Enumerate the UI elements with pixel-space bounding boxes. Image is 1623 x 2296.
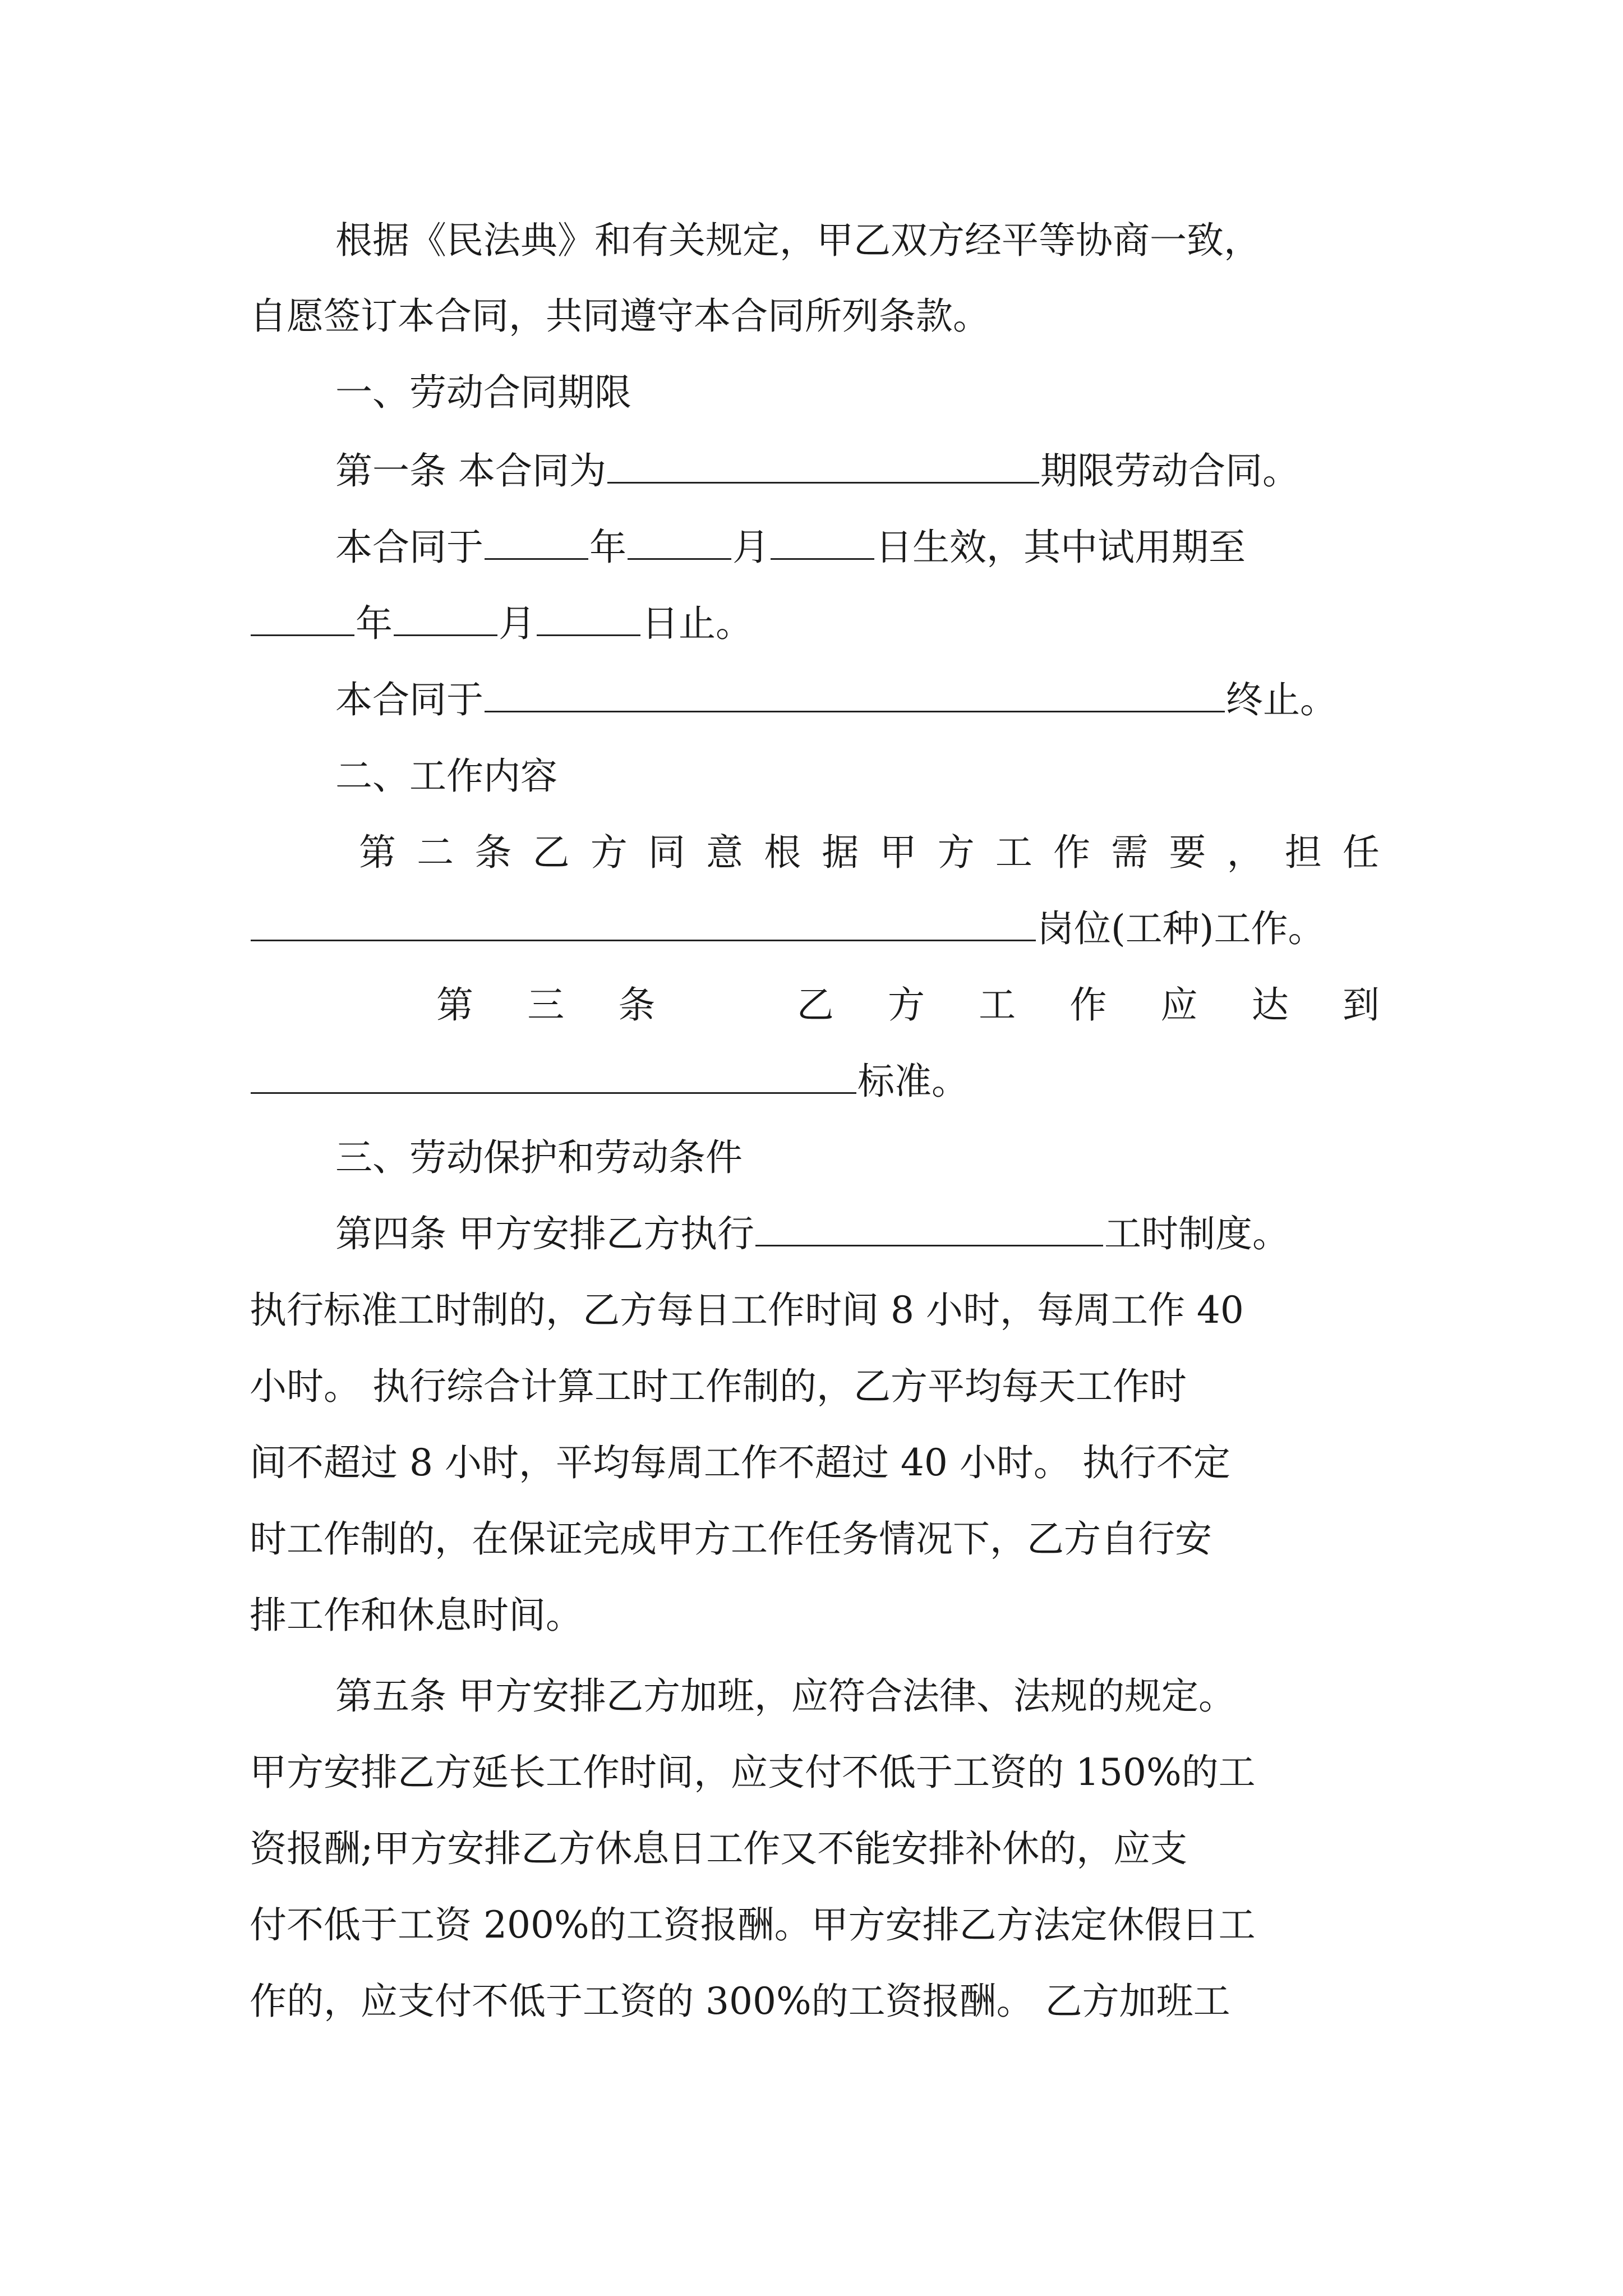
article-1-text: 第一条 本合同为 (335, 449, 606, 493)
article-2-char: 二 (417, 831, 454, 874)
article-2-char: 工 (995, 831, 1032, 874)
year-label: 年 (356, 602, 393, 645)
article-2-char: 方 (590, 831, 628, 874)
article-3-char: 方 (887, 983, 925, 1027)
section-heading-term: 一、劳动合同期限 (335, 371, 631, 414)
effective-month-blank[interactable] (628, 519, 731, 560)
article-3-char: 到 (1342, 983, 1380, 1027)
preamble-line-2: 自愿签订本合同，共同遵守本合同所列条款。 (250, 295, 990, 338)
article-2-line-2 (250, 898, 1380, 960)
article-4-line-4: 间不超过 8 小时，平均每周工作不超过 40 小时。 执行不定 (250, 1441, 1230, 1484)
article-3-char: 乙 (796, 983, 834, 1027)
article-2-char: 作 (1053, 831, 1091, 874)
standard-blank[interactable] (251, 1053, 856, 1094)
probation-year-blank[interactable] (251, 595, 354, 636)
termination-text: 本合同于 (335, 678, 483, 721)
article-2-char: 据 (822, 831, 859, 874)
article-2-char: 方 (937, 831, 975, 874)
article-4-line-2: 执行标准工时制的，乙方每日工作时间 8 小时，每周工作 40 (250, 1289, 1244, 1332)
article-1-line (335, 440, 1465, 502)
article-3-char: 条 (618, 983, 656, 1027)
effective-text: 本合同于 (335, 526, 483, 569)
position-blank[interactable] (251, 900, 1036, 941)
article-4-line-3: 小时。 执行综合计算工时工作制的，乙方平均每天工作时 (250, 1365, 1187, 1408)
article-4-tail: 工时制度。 (1104, 1212, 1289, 1255)
article-2-char: 条 (474, 831, 512, 874)
contract-type-blank[interactable] (607, 443, 1039, 484)
effective-year-blank[interactable] (485, 519, 588, 560)
article-4-line-6: 排工作和休息时间。 (250, 1594, 583, 1637)
section-heading-labor-protection: 三、劳动保护和劳动条件 (335, 1136, 743, 1179)
article-3-char: 工 (979, 983, 1016, 1027)
effective-date-line (335, 517, 1465, 578)
article-2-char: 担 (1284, 831, 1322, 874)
preamble-line-1: 根据《民法典》和有关规定，甲乙双方经平等协商一致， (335, 219, 1261, 262)
article-2-char: 要 (1169, 831, 1206, 874)
month-label: 月 (732, 526, 769, 569)
article-5-line-1: 第五条 甲方安排乙方加班，应符合法律、法规的规定。 (335, 1674, 1235, 1718)
article-4-text: 第四条 甲方安排乙方执行 (335, 1212, 754, 1255)
termination-blank[interactable] (485, 671, 1225, 712)
article-2-char: 同 (648, 831, 685, 874)
article-4-line-5: 时工作制的，在保证完成甲方工作任务情况下，乙方自行安 (250, 1517, 1212, 1561)
article-2-char: 任 (1342, 831, 1380, 874)
article-2-tail: 岗位(工种)工作。 (1037, 907, 1325, 950)
termination-tail: 终止。 (1226, 678, 1337, 721)
article-2-char: 乙 (532, 831, 570, 874)
probation-date-line (250, 593, 1380, 655)
article-5-line-4: 付不低于工资 200%的工资报酬。甲方安排乙方法定休假日工 (250, 1903, 1256, 1947)
article-3-tail: 标准。 (857, 1060, 969, 1103)
article-3-line-2 (250, 1051, 1380, 1112)
article-2-char: 甲 (879, 831, 917, 874)
article-3-char: 应 (1160, 983, 1198, 1027)
probation-tail: 日止。 (642, 602, 753, 645)
article-3-char: 作 (1069, 983, 1107, 1027)
article-5-line-5: 作的，应支付不低于工资的 300%的工资报酬。 乙方加班工 (250, 1980, 1230, 2023)
termination-line (335, 669, 1465, 731)
article-3-line-1 (436, 974, 1380, 1036)
article-3-char: 三 (527, 983, 565, 1027)
article-2-char: 意 (706, 831, 744, 874)
probation-day-blank[interactable] (537, 595, 640, 636)
article-3-char: 第 (436, 983, 473, 1027)
effective-tail: 日生效，其中试用期至 (875, 526, 1246, 569)
article-2-line-1 (359, 822, 1380, 884)
year-label: 年 (589, 526, 626, 569)
article-2-char: 根 (764, 831, 801, 874)
section-heading-work-content: 二、工作内容 (335, 754, 557, 798)
article-3-char: 达 (1251, 983, 1289, 1027)
article-5-line-2: 甲方安排乙方延长工作时间，应支付不低于工资的 150%的工 (250, 1751, 1256, 1794)
probation-month-blank[interactable] (394, 595, 497, 636)
article-5-line-3: 资报酬;甲方安排乙方休息日工作又不能安排补休的，应支 (250, 1827, 1188, 1870)
effective-day-blank[interactable] (771, 519, 874, 560)
article-4-line-1 (335, 1203, 1465, 1265)
article-2-char: ， (1227, 831, 1264, 874)
article-1-tail: 期限劳动合同。 (1040, 449, 1299, 493)
month-label: 月 (499, 602, 536, 645)
article-2-char: 需 (1111, 831, 1149, 874)
article-2-char: 第 (359, 831, 396, 874)
work-hour-system-blank[interactable] (755, 1205, 1103, 1246)
